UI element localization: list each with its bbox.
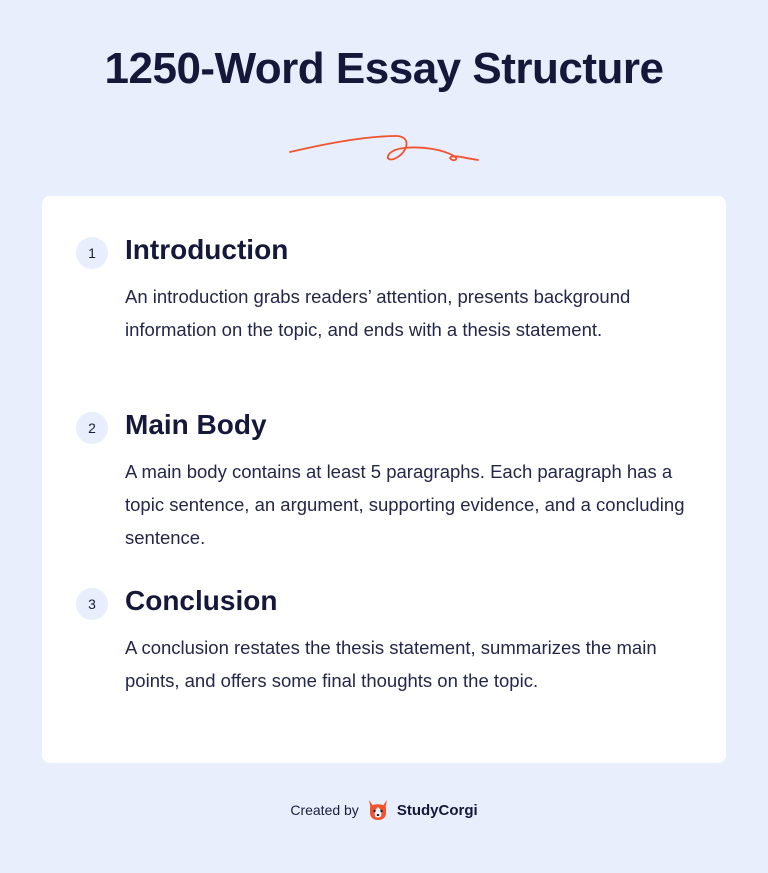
section-text: An introduction grabs readers’ attention, presents background information on the topic, and ends with a thesis statement. <box>125 286 631 340</box>
footer <box>0 796 768 824</box>
section-text: A main body contains at least 5 paragraphs. Each paragraph has a topic sentence, an argument, supporting evidence, and a concluding sentence. <box>125 461 685 548</box>
page-title: 1250-Word Essay Structure <box>104 44 664 93</box>
section-heading: Conclusion <box>125 585 278 616</box>
section-number-badge: 2 <box>76 412 108 444</box>
section-number-badge: 1 <box>76 237 108 269</box>
section-number-badge: 3 <box>76 588 108 620</box>
section-heading: Main Body <box>125 409 267 440</box>
section-heading: Introduction <box>125 234 289 265</box>
brand-name: StudyCorgi <box>396 801 478 819</box>
created-by-label: Created by <box>290 802 359 818</box>
section-text: A conclusion restates the thesis statement, summarizes the main points, and offers some final thoughts on the topic. <box>125 637 657 691</box>
squiggle-decoration <box>284 126 484 170</box>
corgi-icon <box>367 798 389 822</box>
content-card <box>42 196 726 763</box>
